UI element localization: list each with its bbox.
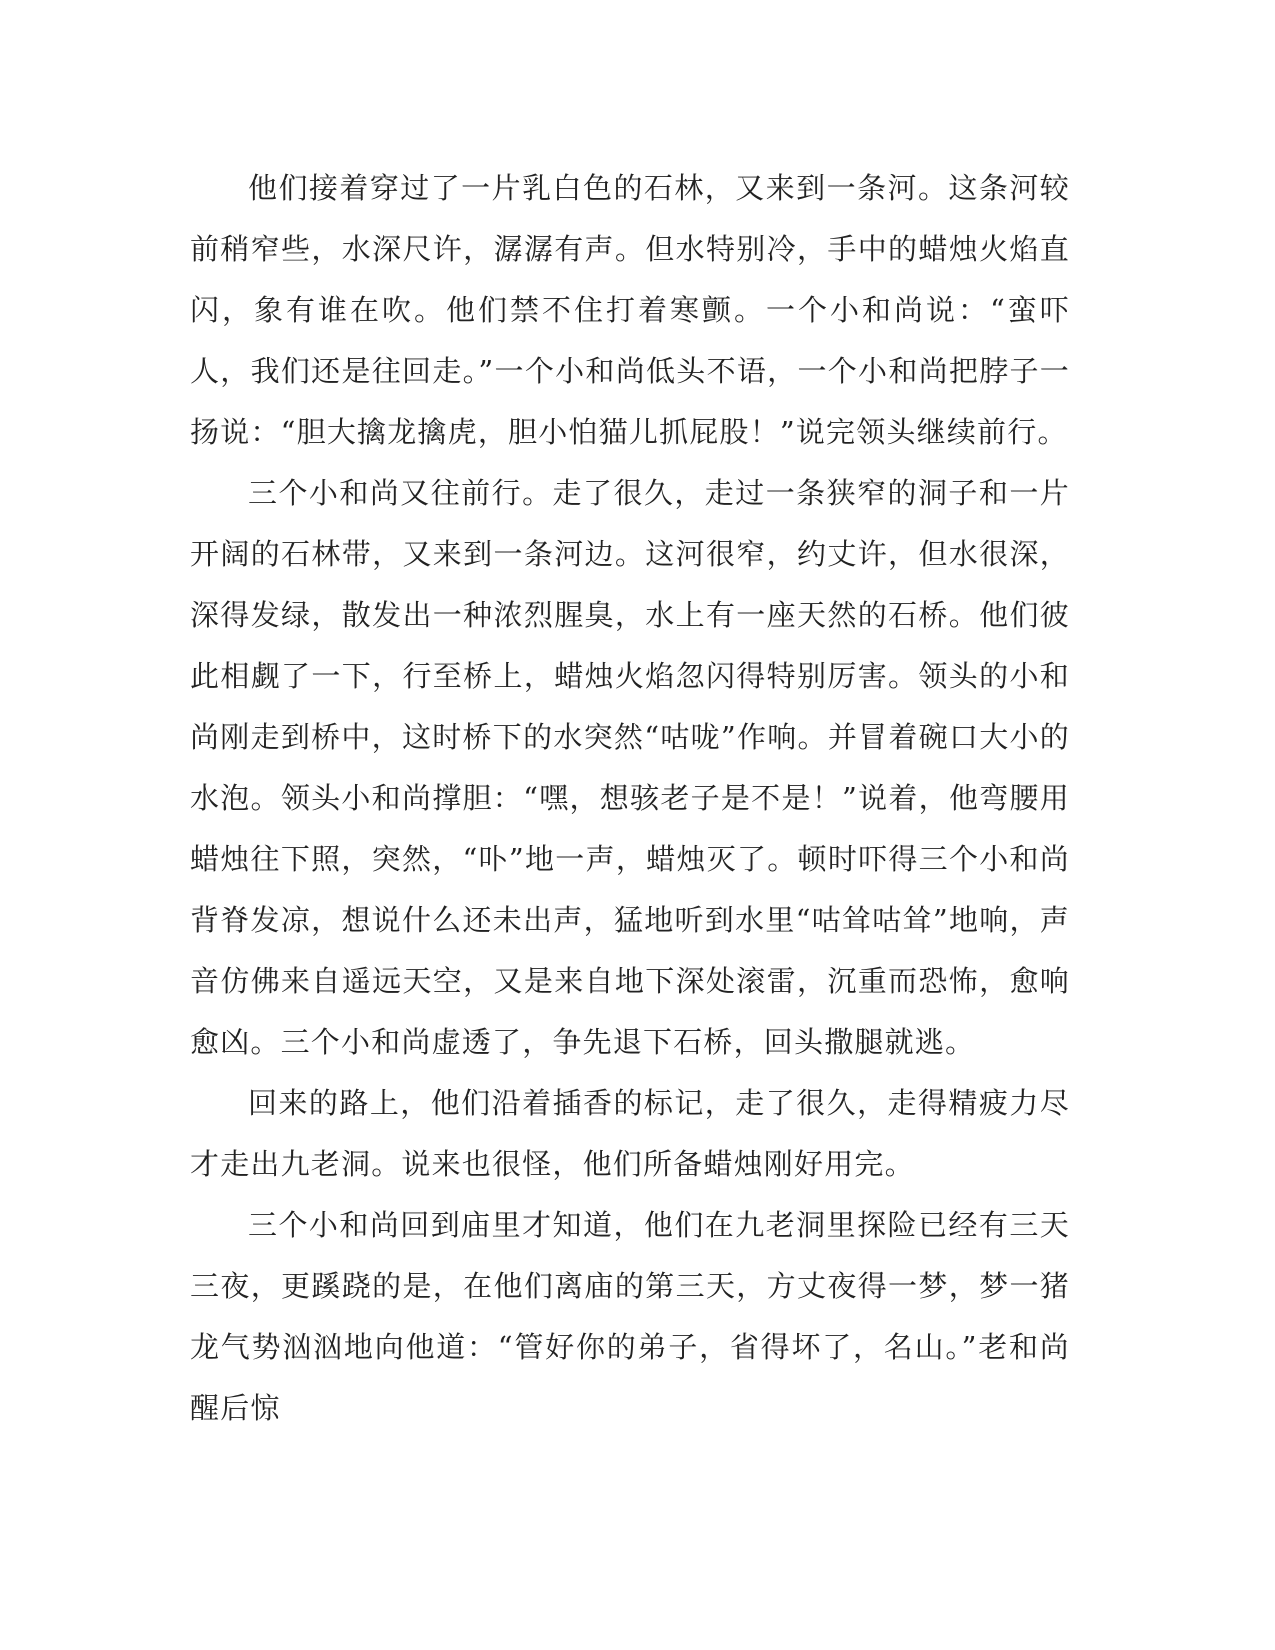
paragraph-1: 他们接着穿过了一片乳白色的石林，又来到一条河。这条河较前稍窄些，水深尺许，潺潺有声。但水特别冷，手中的蜡烛火焰直闪，象有谁在吹。他们禁不住打着寒颤。一个小和尚说：“蛮吓人，我们还是往回走。”一个小和尚低头不语，一个小和尚把脖子一扬说：“胆大擒龙擒虎，胆小怕猫儿抓屁股！”说完领头继续前行。 <box>190 171 1070 449</box>
paragraph-4: 三个小和尚回到庙里才知道，他们在九老洞里探险已经有三天三夜，更蹊跷的是，在他们离庙的第三天，方丈夜得一梦，梦一猪龙气势汹汹地向他道：“管好你的弟子，省得坏了，名山。”老和尚醒后惊 <box>190 1208 1070 1425</box>
paragraph-3: 回来的路上，他们沿着插香的标记，走了很久，走得精疲力尽才走出九老洞。说来也很怪，他们所备蜡烛刚好用完。 <box>190 1086 1070 1181</box>
paragraph-2: 三个小和尚又往前行。走了很久，走过一条狭窄的洞子和一片开阔的石林带，又来到一条河边。这河很窄，约丈许，但水很深，深得发绿，散发出一种浓烈腥臭，水上有一座天然的石桥。他们彼此相觑了一下，行至桥上，蜡烛火焰忽闪得特别厉害。领头的小和尚刚走到桥中，这时桥下的水突然“咕咙”作响。并冒着碗口大小的水泡。领头小和尚撑胆：“嘿，想骇老子是不是！”说着，他弯腰用蜡烛往下照，突然，“卟”地一声，蜡烛灭了。顿时吓得三个小和尚背脊发凉，想说什么还未出声，猛地听到水里“咕耸咕耸”地响，声音仿佛来自遥远天空，又是来自地下深处滚雷，沉重而恐怖，愈响愈凶。三个小和尚虚透了，争先退下石桥，回头撒腿就逃。 <box>190 476 1070 1059</box>
body-text <box>190 158 1070 1439</box>
